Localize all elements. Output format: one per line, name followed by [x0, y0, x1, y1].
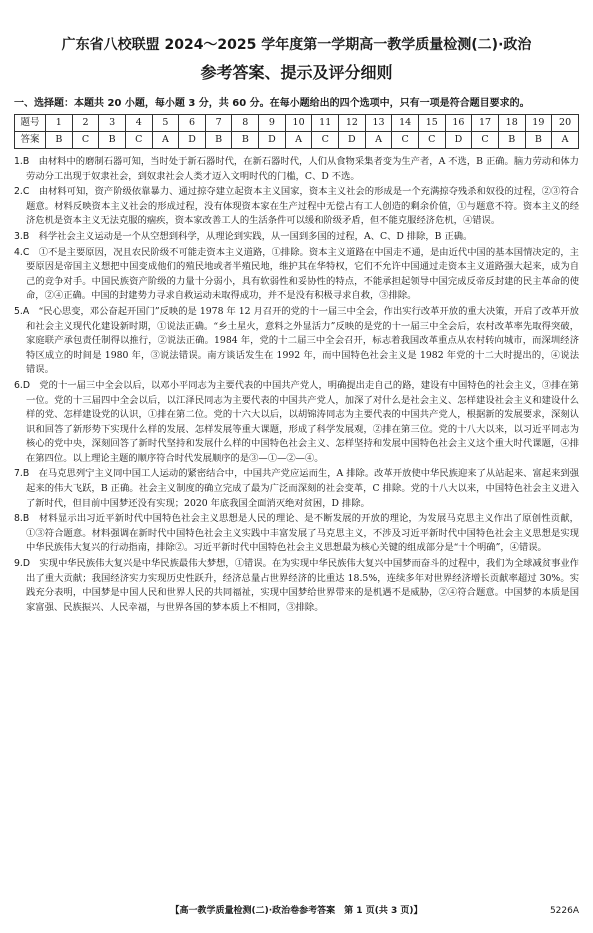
explanation-item — [14, 305, 579, 378]
answer-letter: C — [72, 132, 99, 149]
question-number: 11 — [312, 115, 339, 132]
explanation-text: 党的十一届三中全会以后，以邓小平同志为主要代表的中国共产党人，明确提出走自己的路，建设有中国特色的社会主义，③排在第一位。党的十三届四中全会以后，以江泽民同志为主要代表的中国共产党人，加深了对什么是社会主义、怎样建设社会主义和建设什么样的党、怎样建设党的认识，①排在第二位。党的十六大以后，以胡锦涛同志为主要代表的中国共产党人，根据新的发展要求，深刻认识和回答了新形势下实现什么样的发展、怎样发展等重大课题，形成了科学发展观，②排在第三位。党的十八大以来，以习近平同志为核心的党中央，深刻回答了新时代坚持和发展什么样的中国特色社会主义、怎样坚持和发展中国特色社会主义这个重大时代课题，④排在第四位。以上理论主题的顺序符合时代发展顺序的是③—①—②—④。 — [26, 379, 579, 464]
explanation-text: 由材料中的磨制石器可知，当时处于新石器时代，在新石器时代，人们从食物采集者变为生产者，A 不选，B 正确。脑力劳动和体力劳动分工出现于奴隶社会，到奴隶社会人类才迈入文明时代的门槛，C、D 不选。 — [26, 156, 579, 182]
explanation-number: 5.A — [14, 305, 30, 317]
footer-code: 5226A — [549, 906, 579, 916]
explanation-text: ①不是主要原因，况且农民阶级不可能走资本主义道路，①排除。资本主义道路在中国走不通，是由近代中国的基本国情决定的，主要原因是帝国主义想把中国变成他们的殖民地或者半殖民地，维护其在华特权，它们不允许中国通过走资本主义道路强大起来，成为自己的竞争对手。中国民族资产阶级的力量十分弱小，具有软弱性和妥协性的特点，不能承担起领导中国完成反帝反封建的民主革命的使命，②④正确。中国的封建势力寻求自救运动未取得成功，并不是没有积极寻求自救，③排除。 — [26, 246, 579, 302]
explanation-number: 4.C — [14, 246, 30, 258]
explanation-item — [14, 185, 579, 229]
explanation-number: 2.C — [14, 186, 30, 198]
question-number: 13 — [365, 115, 392, 132]
page-footer — [0, 905, 593, 917]
explanation-text: “民心思变，邓公奋起开国门”反映的是 1978 年 12 月召开的党的十一届三中全会，作出实行改革开放的重大决策，开启了改革开放和社会主义现代化建设新时期，①说法正确。“乡土星火，意料之外显活力”反映的是党的十一届三中全会后，农村改革率先取得突破，家庭联产承包责任制得以推行，②说法正确。1984 年，党的十二届三中全会召开，标志着我国改革重点从农村转向城市，而深圳经济特区成立的时间是 1980 年，③说法错误。南方谈话发生在 1992 年，而中国特色社会主义是 1982 年党的十二大时提出的，④说法错误。 — [26, 305, 579, 376]
explanation-item — [14, 557, 579, 615]
answer-letter: B — [205, 132, 232, 149]
answer-table — [14, 114, 579, 149]
answer-letter: D — [259, 132, 286, 149]
row-label-answers: 答案 — [15, 132, 46, 149]
explanation-text: 科学社会主义运动是一个从空想到科学，从理论到实践，从一国到多国的过程，A、C、D 排除，B 正确。 — [38, 230, 473, 242]
question-number: 10 — [285, 115, 312, 132]
question-number: 16 — [445, 115, 472, 132]
question-number: 20 — [552, 115, 579, 132]
answer-letter: C — [418, 132, 445, 149]
answer-letter: A — [365, 132, 392, 149]
explanation-item — [14, 246, 579, 304]
answer-letter: B — [99, 132, 126, 149]
row-label-numbers: 题号 — [15, 115, 46, 132]
question-number: 5 — [152, 115, 179, 132]
document-subtitle: 参考答案、提示及评分细则 — [200, 63, 393, 82]
explanation-number: 1.B — [14, 156, 30, 167]
answer-letter: B — [46, 132, 73, 149]
explanation-number: 9.D — [14, 558, 31, 570]
answer-letter: A — [152, 132, 179, 149]
explanation-text: 由材料可知，资产阶级依靠暴力、通过掠夺建立起资本主义国家，资本主义社会的形成是一个充满掠夺残杀和奴役的过程，②③符合题意。材料反映资本主义社会的形成过程，没有体现资本家在生产过程中无偿占有工人创造的剩余价值，①与题意不符。资本主义的经济危机是资本主义无法克服的痼疾，资本家改善工人的生活条件可以缓和阶级矛盾，但不能克服经济危机，④错误。 — [26, 186, 579, 227]
explanation-text: 实现中华民族伟大复兴是中华民族最伟大梦想，①错误。在为实现中华民族伟大复兴中国梦而奋斗的过程中，我们为全球减贫事业作出了重大贡献；我国经济实力实现历史性跃升，经济总量占世界经济的比重达 18.5%，连续多年对世界经济增长贡献率超过 30%。实践充分表明，中国梦是中国人民和世界人民的共同福祉，实现中国梦给世界带来的是机遇不是威胁，②④符合题意。中国梦的本质是国家富强、民族振兴、人民幸福，与世界各国的梦本质上不相同，③排除。 — [26, 558, 579, 613]
explanation-item — [14, 467, 579, 511]
explanation-number: 7.B — [14, 468, 30, 480]
question-number: 18 — [498, 115, 525, 132]
explanation-list — [14, 155, 579, 615]
explanation-number: 6.D — [14, 379, 31, 391]
question-number: 8 — [232, 115, 259, 132]
question-number: 9 — [259, 115, 286, 132]
answer-letter: B — [498, 132, 525, 149]
answer-letter: C — [125, 132, 152, 149]
explanation-number: 8.B — [14, 513, 30, 525]
question-number: 15 — [418, 115, 445, 132]
answer-table-number-row — [15, 115, 579, 132]
question-number: 6 — [179, 115, 206, 132]
explanation-item — [14, 379, 579, 467]
answer-letter: C — [472, 132, 499, 149]
section-heading: 一、选择题：本题共 20 小题，每小题 3 分，共 60 分。在每小题给出的四个选项中，只有一项是符合题目要求的。 — [14, 98, 530, 109]
answer-letter: B — [232, 132, 259, 149]
answer-letter: D — [445, 132, 472, 149]
question-number: 1 — [46, 115, 73, 132]
answer-letter: C — [312, 132, 339, 149]
question-number: 4 — [125, 115, 152, 132]
question-number: 3 — [99, 115, 126, 132]
explanation-number: 3.B — [14, 230, 30, 242]
question-number: 19 — [525, 115, 552, 132]
answer-letter: A — [552, 132, 579, 149]
answer-letter: B — [525, 132, 552, 149]
answer-table-answer-row — [15, 132, 579, 149]
explanation-text: 材料显示出习近平新时代中国特色社会主义思想是人民的理论、是不断发展的开放的理论，为发展马克思主义作出了原创性贡献，①③符合题意。材料强调在新时代中国特色社会主义实践中丰富发展了马克思主义，不涉及习近平新时代中国特色社会主义思想是实现中华民族伟大复兴的行动指南，排除②。习近平新时代中国特色社会主义思想最为核心关键的组成部分是“十个明确”，④错误。 — [26, 513, 579, 554]
answer-letter: D — [339, 132, 366, 149]
question-number: 2 — [72, 115, 99, 132]
explanation-item — [14, 512, 579, 556]
footer-page-info: 【高一教学质量检测(二)·政治卷参考答案 第 1 页(共 3 页)】 — [170, 906, 423, 916]
explanation-item — [14, 230, 579, 245]
question-number: 7 — [205, 115, 232, 132]
explanation-text: 在马克思列宁主义同中国工人运动的紧密结合中，中国共产党应运而生，A 排除。改革开放使中华民族迎来了从站起来、富起来到强起来的伟大飞跃，B 正确。社会主义制度的确立完成了最为广泛而深刻的社会变革，C 排除。党的十八大以来，中国特色社会主义进入了新时代，但目前中国梦还没有实现；2020 年底我国全面消灭绝对贫困，D 排除。 — [26, 468, 579, 509]
question-number: 14 — [392, 115, 419, 132]
document-title: 广东省八校联盟 2024～2025 学年度第一学期高一教学质量检测(二)·政治 — [61, 37, 532, 53]
answer-letter: A — [285, 132, 312, 149]
question-number: 12 — [339, 115, 366, 132]
answer-letter: C — [392, 132, 419, 149]
explanation-item — [14, 155, 579, 184]
question-number: 17 — [472, 115, 499, 132]
answer-letter: D — [179, 132, 206, 149]
